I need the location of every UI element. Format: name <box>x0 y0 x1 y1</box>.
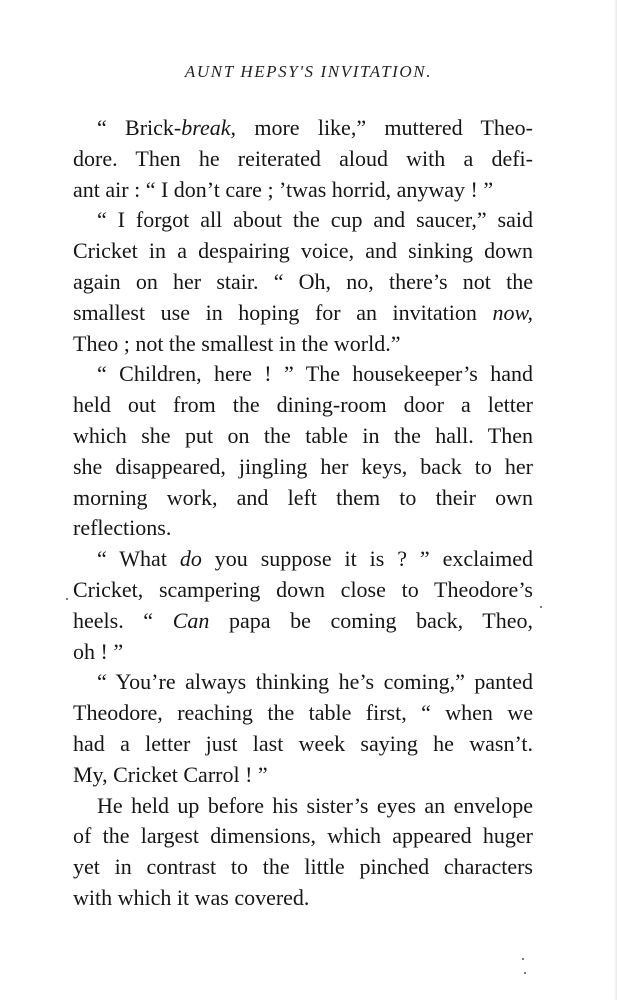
text-line <box>73 513 533 544</box>
text-run: ant air : “ I don’t care ; ’twas horrid, anyway ! ” <box>73 176 494 202</box>
text-line <box>73 791 533 822</box>
text-run: morning work, and left them to their own <box>73 484 533 510</box>
text-line <box>73 667 533 698</box>
paragraph <box>73 791 533 914</box>
text-line <box>73 236 533 267</box>
print-speck <box>540 606 542 608</box>
italic-word: now, <box>492 299 533 325</box>
text-run: heels. “ <box>73 607 173 633</box>
text-line <box>73 298 533 329</box>
text-run: My, Cricket Carrol ! ” <box>73 761 268 787</box>
text-line <box>73 883 533 914</box>
print-speck <box>524 972 526 974</box>
text-line <box>73 852 533 883</box>
text-run: held out from the dining-room door a letter <box>73 392 533 418</box>
text-run: smallest use in hoping for an invitation <box>73 299 493 325</box>
text-line <box>73 205 533 236</box>
print-speck <box>66 598 68 600</box>
text-run: reflections. <box>73 515 172 541</box>
paragraph <box>73 113 533 205</box>
text-run: oh ! ” <box>73 638 124 664</box>
text-run: “ What <box>97 546 180 572</box>
text-line <box>73 359 533 390</box>
italic-word: break, <box>181 115 237 140</box>
italic-word: do <box>179 546 202 572</box>
text-line <box>73 421 533 452</box>
text-line <box>73 606 533 637</box>
text-run: of the largest dimensions, which appeared huger <box>73 823 533 849</box>
text-line <box>73 390 533 421</box>
text-run: Cricket in a despairing voice, and sinking down <box>73 238 533 264</box>
text-line <box>73 452 533 483</box>
paragraph <box>73 544 533 667</box>
text-run: “ I forgot all about the cup and saucer,” said <box>97 207 533 233</box>
body-text <box>73 113 533 914</box>
running-head: AUNT HEPSY'S INVITATION. <box>184 62 433 81</box>
paragraph <box>73 667 533 790</box>
text-line <box>73 698 533 729</box>
text-line <box>73 729 533 760</box>
text-run: papa be coming back, Theo, <box>209 607 534 633</box>
text-line <box>73 575 533 606</box>
paragraph <box>73 205 533 359</box>
text-run: dore. Then he reiterated aloud with a defi- <box>73 145 533 171</box>
text-run: she disappeared, jingling her keys, back to her <box>73 453 533 479</box>
text-line <box>73 544 533 575</box>
text-run: with which it was covered. <box>73 884 310 910</box>
text-run: which she put on the table in the hall. Then <box>73 422 533 448</box>
text-run: Cricket, scampering down close to Theodore’s <box>73 576 533 602</box>
text-run: He held up before his sister’s eyes an envelope <box>97 792 533 818</box>
text-line <box>73 144 533 175</box>
text-run: “ Brick- <box>97 115 182 140</box>
text-run: yet in contrast to the little pinched characters <box>73 854 533 880</box>
text-line <box>73 329 533 360</box>
text-run: again on her stair. “ Oh, no, there’s not the <box>73 268 533 294</box>
text-line <box>73 113 533 144</box>
text-run: “ Children, here ! ” The housekeeper’s hand <box>97 361 533 387</box>
text-line <box>73 637 533 668</box>
print-speck <box>522 958 524 960</box>
text-run: you suppose it is ? ” exclaimed <box>201 546 533 572</box>
text-run: Theo ; not the smallest in the world.” <box>73 330 401 356</box>
text-run: more like,” muttered Theo- <box>236 115 534 140</box>
text-line <box>73 175 533 206</box>
paragraph <box>73 359 533 544</box>
text-line <box>73 267 533 298</box>
text-run: “ You’re always thinking he’s coming,” panted <box>97 669 533 695</box>
text-run: had a letter just last week saying he wasn’t. <box>73 730 533 756</box>
text-line <box>73 483 533 514</box>
italic-word: Can <box>172 607 210 633</box>
text-line <box>73 760 533 791</box>
text-line <box>73 821 533 852</box>
text-run: Theodore, reaching the table first, “ when we <box>73 700 533 726</box>
